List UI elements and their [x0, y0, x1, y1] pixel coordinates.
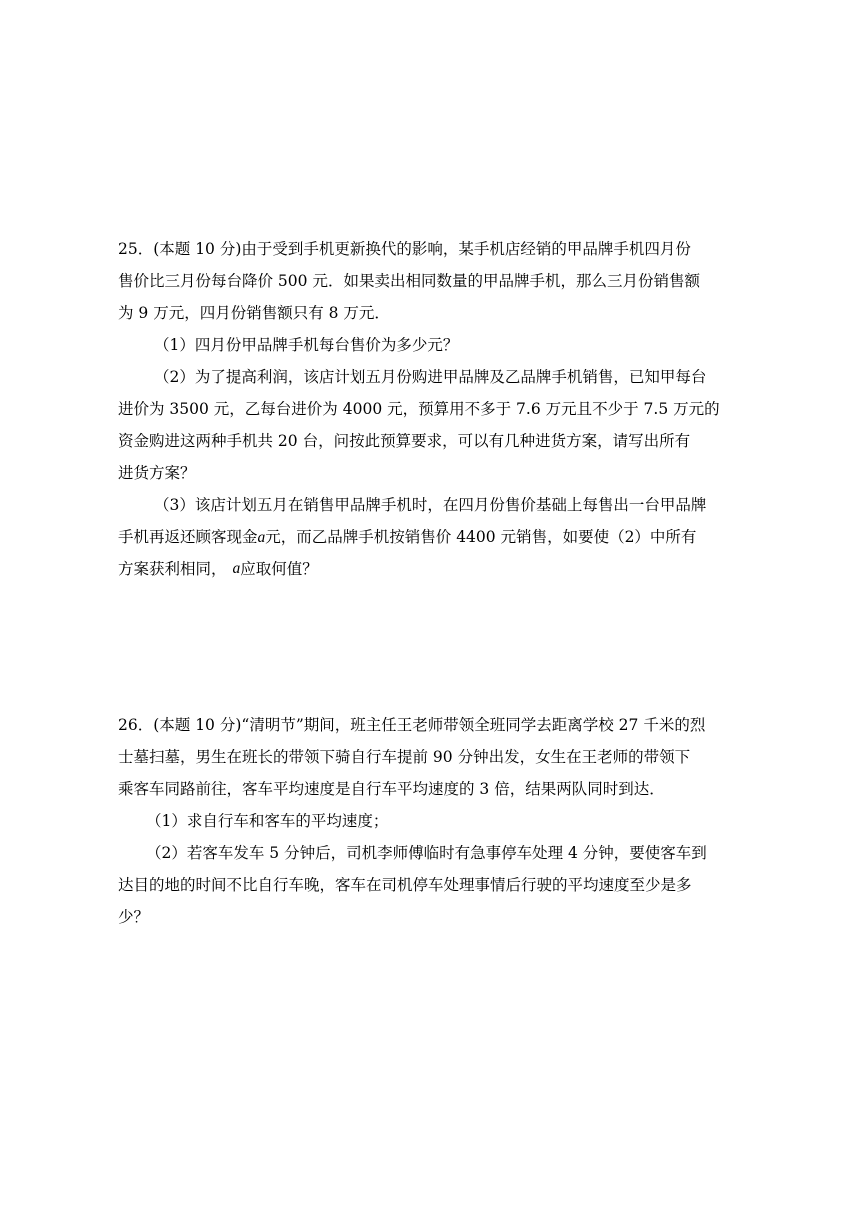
- variable-a: a: [232, 560, 241, 577]
- problem-25: [118, 233, 758, 585]
- problem-26: [118, 709, 758, 933]
- variable-a: a: [257, 529, 266, 546]
- problem-25-question-3-line-1: （3）该店计划五月在销售甲品牌手机时，在四月份售价基础上每售出一台甲品牌: [154, 496, 707, 514]
- problem-26-line-1: 26．(本题 10 分)“清明节”期间，班主任王老师带领全班同学去距离学校 27 千米的烈: [118, 716, 706, 734]
- problem-26-question-2-line-3: 少？: [118, 908, 150, 926]
- problem-25-line-1: 25．(本题 10 分)由于受到手机更新换代的影响，某手机店经销的甲品牌手机四月份: [118, 240, 691, 258]
- problem-25-question-2-line-3: 资金购进这两种手机共 20 台，问按此预算要求，可以有几种进货方案，请写出所有: [118, 432, 691, 450]
- problem-25-question-1: （1）四月份甲品牌手机每台售价为多少元？: [154, 336, 459, 354]
- problem-25-question-3-line-3: 方案获利相同， a 应取何值？: [118, 553, 758, 585]
- problem-25-question-2-line-2: 进价为 3500 元，乙每台进价为 4000 元，预算用不多于 7.6 万元且不少于 7.5 万元的: [118, 400, 720, 418]
- problem-26-line-3: 乘客车同路前往，客车平均速度是自行车平均速度的 3 倍，结果两队同时到达．: [118, 780, 665, 798]
- problem-26-line-2: 士墓扫墓，男生在班长的带领下骑自行车提前 90 分钟出发，女生在王老师的带领下: [118, 748, 691, 766]
- problem-26-question-1: （1）求自行车和客车的平均速度；: [146, 812, 389, 830]
- problem-25-question-2-line-1: （2）为了提高利润，该店计划五月份购进甲品牌及乙品牌手机销售，已知甲每台: [154, 368, 707, 386]
- problem-26-question-2-line-2: 达目的地的时间不比自行车晚，客车在司机停车处理事情后行驶的平均速度至少是多: [118, 876, 692, 894]
- problem-25-line-2: 售价比三月份每台降价 500 元．如果卖出相同数量的甲品牌手机，那么三月份销售额: [118, 272, 700, 290]
- problem-25-question-3-line-2: 手机再返还顾客现金a元，而乙品牌手机按销售价 4400 元销售，如要使（2）中所有: [118, 521, 758, 553]
- problem-26-question-2-line-1: （2）若客车发车 5 分钟后，司机李师傅临时有急事停车处理 4 分钟，要使客车到: [146, 844, 707, 862]
- problem-25-question-2-line-4: 进货方案？: [118, 464, 196, 482]
- problem-25-line-3: 为 9 万元，四月份销售额只有 8 万元．: [118, 304, 390, 322]
